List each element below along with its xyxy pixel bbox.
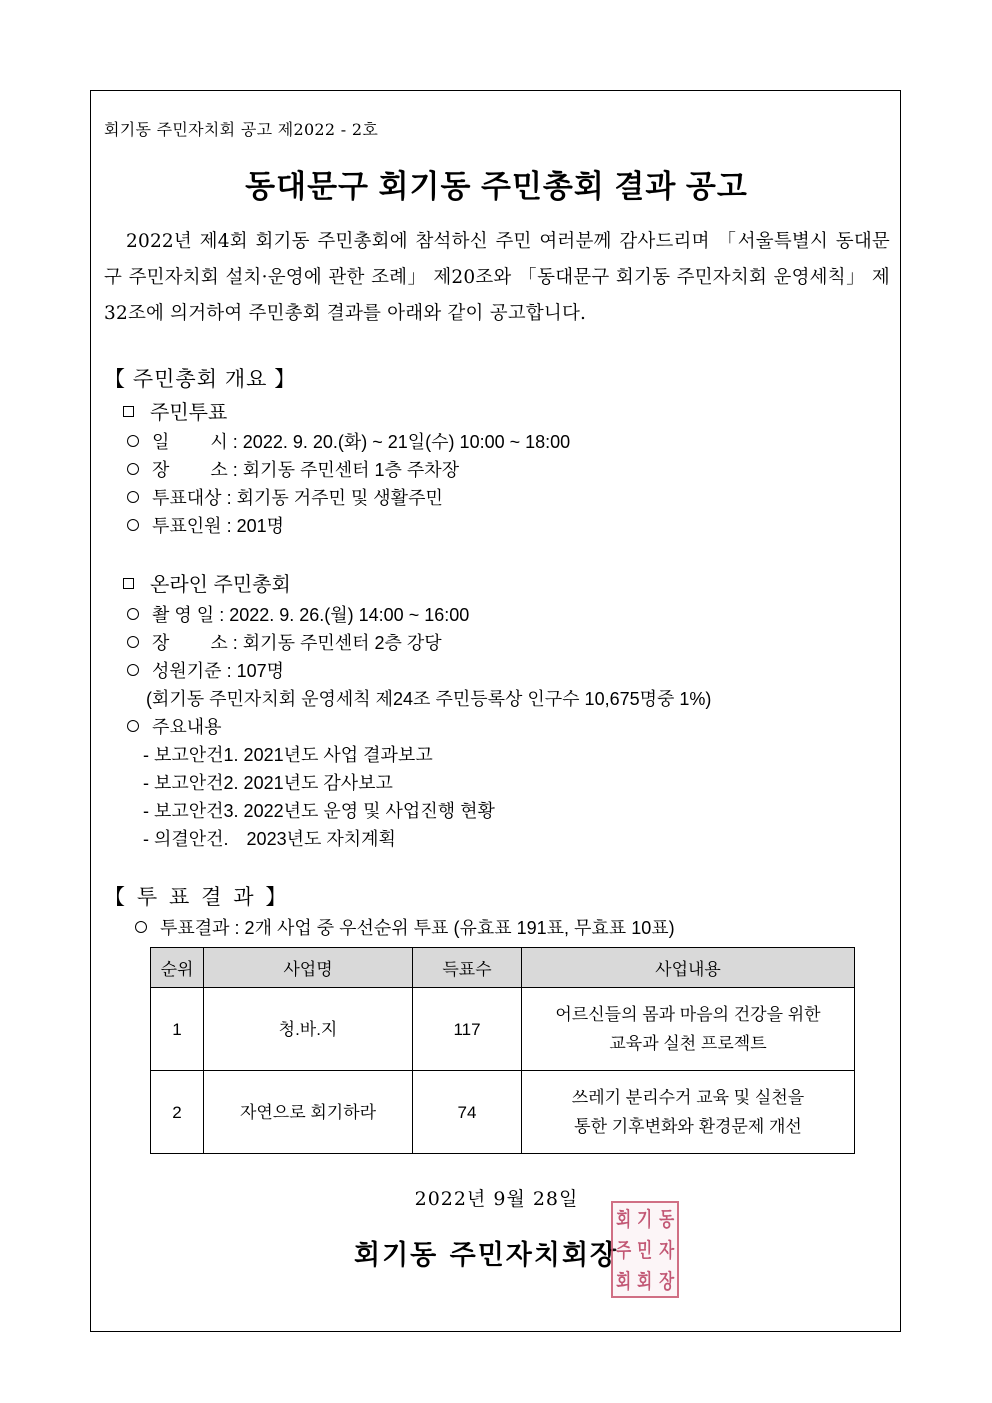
cell-votes: 74	[413, 1071, 522, 1154]
circle-bullet-icon	[127, 664, 139, 676]
signer-title: 회기동 주민자치회장	[354, 1240, 619, 1271]
vote-item-count	[127, 512, 284, 538]
seal-char: 회	[637, 1268, 653, 1293]
desc-line: 쓰레기 분리수거 교육 및 실천을	[571, 1088, 805, 1107]
results-heading: 【 투 표 결 과 】	[104, 886, 290, 909]
circle-bullet-icon	[127, 435, 139, 447]
document-frame	[90, 90, 901, 1332]
item-label: 촬 영 일	[152, 605, 215, 625]
item-label: 장 소	[152, 633, 228, 653]
seal-char: 자	[658, 1237, 674, 1262]
cell-rank: 2	[151, 1071, 204, 1154]
results-summary-text: 투표결과 : 2개 사업 중 우선순위 투표 (유효표 191표, 무효표 10표)	[160, 918, 675, 938]
official-seal-icon	[611, 1201, 679, 1298]
seal-char: 기	[637, 1206, 653, 1231]
circle-bullet-icon	[127, 463, 139, 475]
col-header-rank: 순위	[151, 948, 204, 988]
item-label: 장 소	[152, 460, 228, 480]
agenda-item: - 보고안건2. 2021년도 감사보고	[143, 773, 393, 793]
online-item-date	[127, 601, 469, 627]
desc-line: 어르신들의 몸과 마음의 건강을 위한	[555, 1005, 821, 1024]
seal-char: 민	[637, 1237, 653, 1262]
col-header-name: 사업명	[204, 948, 413, 988]
item-label: 투표인원	[152, 516, 222, 536]
cell-desc	[522, 988, 855, 1071]
circle-bullet-icon	[127, 720, 139, 732]
desc-line: 통한 기후변화와 환경문제 개선	[574, 1117, 802, 1136]
vote-subheading-label: 주민투표	[150, 402, 228, 424]
col-header-votes: 득표수	[413, 948, 522, 988]
seal-char: 회	[616, 1206, 632, 1231]
cell-desc	[522, 1071, 855, 1154]
issue-date: 2022년 9월 28일	[414, 1188, 579, 1210]
table-row	[151, 988, 855, 1071]
cell-rank: 1	[151, 988, 204, 1071]
item-value: : 201명	[226, 516, 285, 536]
circle-bullet-icon	[127, 608, 139, 620]
square-bullet-icon	[123, 578, 134, 589]
intro-paragraph	[104, 224, 890, 332]
online-item-quorum	[127, 657, 284, 683]
cell-name: 자연으로 회기하라	[204, 1071, 413, 1154]
item-value: : 107명	[226, 661, 285, 681]
circle-bullet-icon	[127, 519, 139, 531]
table-header-row	[151, 948, 855, 988]
results-table	[150, 947, 855, 1154]
vote-subheading	[123, 396, 227, 425]
agenda-item: - 보고안건3. 2022년도 운영 및 사업진행 현황	[143, 801, 495, 821]
agenda-heading	[127, 713, 222, 739]
item-label: 투표대상	[152, 488, 222, 508]
notice-number: 회기동 주민자치회 공고 제2022 - 2호	[104, 120, 379, 139]
seal-char: 회	[616, 1268, 632, 1293]
overview-heading: 【 주민총회 개요 】	[104, 368, 297, 391]
agenda-heading-label: 주요내용	[152, 717, 222, 737]
online-subheading	[123, 568, 291, 597]
square-bullet-icon	[123, 406, 134, 417]
item-label: 일 시	[152, 432, 228, 452]
agenda-item: - 보고안건1. 2021년도 사업 결과보고	[143, 745, 433, 765]
item-value: : 회기동 주민센터 1층 주차장	[232, 460, 460, 480]
circle-bullet-icon	[127, 491, 139, 503]
agenda-item: - 의결안건. 2023년도 자치계획	[143, 829, 396, 849]
item-label: 성원기준	[152, 661, 222, 681]
item-value: : 2022. 9. 26.(월) 14:00 ~ 16:00	[219, 605, 470, 625]
page-title: 동대문구 회기동 주민총회 결과 공고	[245, 169, 748, 204]
cell-votes: 117	[413, 988, 522, 1071]
vote-item-place	[127, 456, 459, 482]
cell-name: 청.바.지	[204, 988, 413, 1071]
item-value: : 회기동 주민센터 2층 강당	[232, 633, 442, 653]
item-value: : 회기동 거주민 및 생활주민	[226, 488, 443, 508]
circle-bullet-icon	[135, 921, 147, 933]
intro-text: 2022년 제4회 회기동 주민총회에 참석하신 주민 여러분께 감사드리며 「서울특별시 동대문구 주민자치회 설치·운영에 관한 조례」 제20조와 「동대문구 회기동 주민자치회 운영세칙」 제32조에 의거하여 주민총회 결과를 아래와 같이 공고합니다.	[104, 231, 890, 324]
col-header-desc: 사업내용	[522, 948, 855, 988]
item-value: : 2022. 9. 20.(화) ~ 21일(수) 10:00 ~ 18:00	[232, 432, 571, 452]
circle-bullet-icon	[127, 636, 139, 648]
vote-item-target	[127, 484, 443, 510]
online-subheading-label: 온라인 주민총회	[150, 574, 291, 596]
online-item-place	[127, 629, 442, 655]
seal-char: 동	[658, 1206, 674, 1231]
vote-item-datetime	[127, 428, 570, 454]
quorum-note: (회기동 주민자치회 운영세칙 제24조 주민등록상 인구수 10,675명중 1%)	[146, 689, 712, 709]
results-summary	[135, 914, 675, 940]
table-row	[151, 1071, 855, 1154]
desc-line: 교육과 실천 프로젝트	[609, 1034, 767, 1053]
seal-char: 주	[616, 1237, 632, 1262]
seal-char: 장	[658, 1268, 674, 1293]
